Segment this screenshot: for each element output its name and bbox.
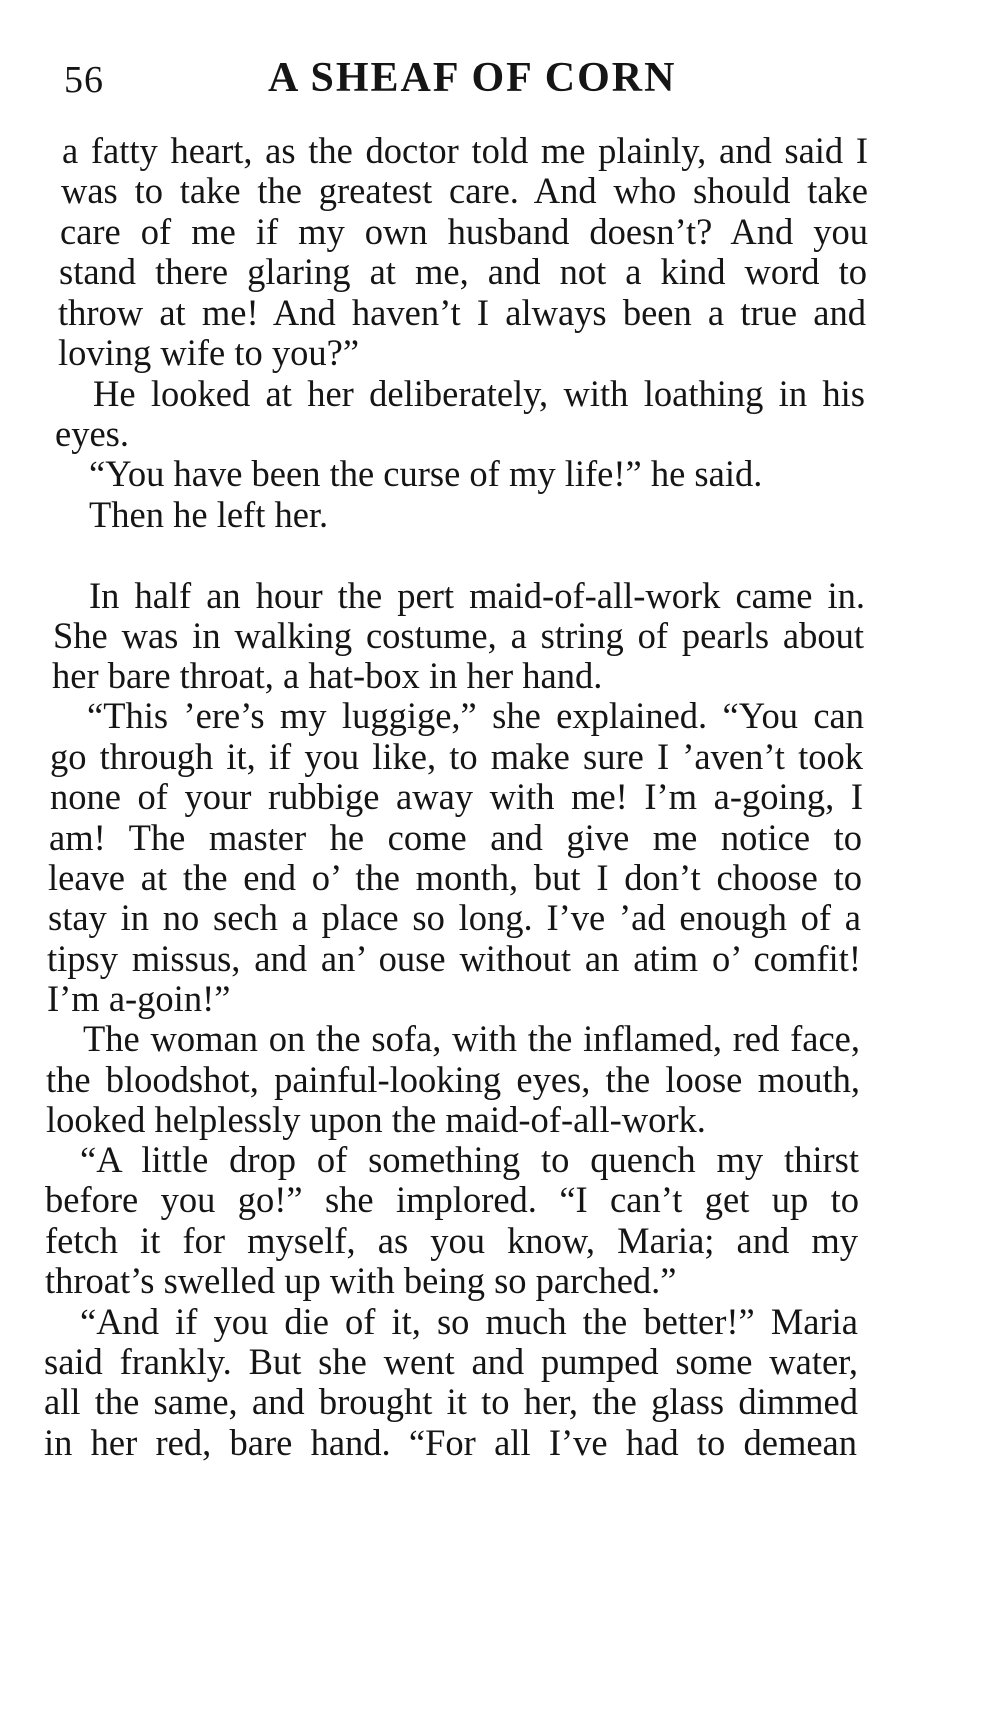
text-line: the bloodshot, painful-looking eyes, the loose mouth, — [46, 1059, 860, 1100]
text-line: Then he left her. — [89, 494, 329, 535]
text-line: in her red, bare hand. “For all I’ve had to demean — [44, 1422, 857, 1463]
text-line: go through it, if you like, to make sure I ’aven’t took — [50, 736, 863, 777]
text-line: stand there glaring at me, and not a kind word to — [59, 251, 867, 292]
text-line: I’m a-goin!” — [47, 978, 231, 1019]
text-line: fetch it for myself, as you know, Maria; and my — [45, 1220, 858, 1261]
text-line: tipsy missus, and an’ ouse without an atim o’ comfit! — [47, 938, 861, 979]
text-line: He looked at her deliberately, with loathing in his — [93, 373, 865, 414]
text-line: throat’s swelled up with being so parched.” — [45, 1260, 677, 1301]
text-line: looked helplessly upon the maid-of-all-work. — [46, 1099, 706, 1140]
text-line: care of me if my own husband doesn’t? And you — [60, 211, 868, 252]
running-head: A SHEAF OF CORN — [268, 55, 677, 101]
text-line: “This ’ere’s my luggige,” she explained. “You can — [87, 695, 864, 736]
text-line: was to take the greatest care. And who should take — [61, 170, 868, 211]
text-line: before you go!” she implored. “I can’t get up to — [45, 1179, 859, 1220]
text-line: stay in no sech a place so long. I’ve ’ad enough of a — [48, 897, 861, 938]
text-line: leave at the end o’ the month, but I don’t choose to — [48, 857, 862, 898]
text-line: “A little drop of something to quench my thirst — [80, 1139, 859, 1180]
text-line: throw at me! And haven’t I always been a true and — [58, 292, 866, 333]
text-line: her bare throat, a hat-box in her hand. — [52, 655, 603, 696]
page-header — [64, 55, 944, 114]
text-line: In half an hour the pert maid-of-all-work came in. — [89, 575, 865, 616]
text-line: loving wife to you?” — [58, 332, 360, 373]
text-line: She was in walking costume, a string of pearls about — [53, 615, 864, 656]
text-line: am! The master he come and give me notice to — [49, 817, 862, 858]
text-line: none of your rubbige away with me! I’m a-going, I — [50, 776, 863, 817]
page-number: 56 — [64, 59, 104, 101]
text-line: eyes. — [55, 413, 129, 454]
text-line: “You have been the curse of my life!” he said. — [89, 453, 763, 494]
text-line: “And if you die of it, so much the better!” Maria — [80, 1301, 858, 1342]
text-line: said frankly. But she went and pumped some water, — [44, 1341, 858, 1382]
text-line: The woman on the sofa, with the inflamed, red face, — [83, 1018, 860, 1059]
text-line: a fatty heart, as the doctor told me plainly, and said I — [62, 130, 868, 171]
text-line: all the same, and brought it to her, the glass dimmed — [44, 1381, 858, 1422]
